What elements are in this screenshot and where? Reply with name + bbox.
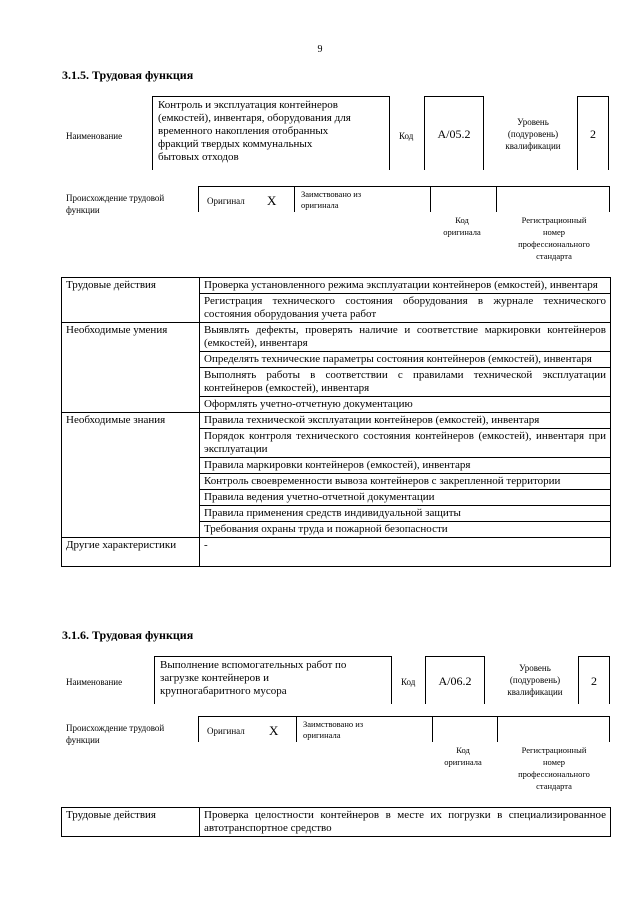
- name-line: бытовых отходов: [158, 151, 239, 163]
- row-item: Правила ведения учетно-отчетной документации: [200, 490, 611, 506]
- code-original-line: Код: [456, 745, 470, 755]
- table-row: [62, 808, 611, 837]
- registration-line: Регистрационный: [521, 215, 587, 225]
- row-item: Правила применения средств индивидуальной защиты: [200, 506, 611, 522]
- registration-label: [498, 744, 610, 792]
- row-item: Регистрация технического состояния оборудования в журнале технического состояния оборудования учета работ: [200, 294, 611, 323]
- table-row: [62, 323, 611, 352]
- function-name-box: [154, 656, 392, 704]
- row-item: -: [200, 538, 611, 567]
- section-heading: 3.1.5. Трудовая функция: [62, 68, 194, 82]
- name-line: крупногабаритного мусора: [160, 685, 287, 697]
- row-label: Необходимые умения: [62, 323, 200, 413]
- origin-row: [198, 186, 610, 212]
- level-label-line: (подуровень): [509, 675, 561, 685]
- table-row: [62, 278, 611, 294]
- name-line: временного накопления отобранных: [158, 125, 329, 137]
- row-label: Трудовые действия: [62, 808, 200, 837]
- original-mark: X: [269, 723, 279, 738]
- page-number: 9: [317, 44, 323, 55]
- name-line: фракций твердых коммунальных: [158, 138, 313, 150]
- registration-label: [498, 214, 610, 262]
- registration-line: профессионального: [518, 239, 590, 249]
- table-row: [62, 413, 611, 429]
- level-value: 2: [578, 656, 610, 704]
- code-original-line: Код: [455, 215, 469, 225]
- name-line: Выполнение вспомогательных работ по: [160, 659, 347, 671]
- section-heading: 3.1.6. Трудовая функция: [62, 628, 194, 642]
- level-label-line: (подуровень): [507, 129, 559, 139]
- borrowed-line: оригинала: [301, 200, 339, 210]
- name-line: (емкостей), инвентаря, оборудования для: [158, 112, 351, 124]
- row-item: Определять технические параметры состояния контейнеров (емкостей), инвентаря: [200, 352, 611, 368]
- origin-label-line: функции: [66, 205, 100, 215]
- row-item: Выполнять работы в соответствии с правилами технической эксплуатации контейнеров (емкостей), инвентаря: [200, 368, 611, 397]
- level-label-line: квалификации: [507, 687, 563, 697]
- borrowed-label: [301, 189, 361, 211]
- row-item: Порядок контроля технического состояния контейнеров (емкостей), инвентаря при эксплуатации: [200, 429, 611, 458]
- level-label-line: Уровень: [519, 663, 551, 673]
- name-label: Наименование: [66, 677, 123, 687]
- level-label-line: Уровень: [517, 117, 549, 127]
- row-item: Правила маркировки контейнеров (емкостей), инвентаря: [200, 458, 611, 474]
- function-table: [61, 277, 611, 567]
- code-value: А/06.2: [425, 656, 485, 704]
- code-original-label: [430, 214, 494, 238]
- level-label-line: квалификации: [505, 141, 561, 151]
- registration-line: стандарта: [536, 781, 572, 791]
- borrowed-line: Заимствовано из: [301, 189, 362, 199]
- original-label: Оригинал: [207, 726, 245, 736]
- origin-label: [66, 722, 164, 746]
- row-item: Контроль своевременности вывоза контейнеров с закрепленной территории: [200, 474, 611, 490]
- code-value: А/05.2: [424, 96, 484, 170]
- registration-line: Регистрационный: [521, 745, 587, 755]
- row-item: Проверка установленного режима эксплуатации контейнеров (емкостей), инвентаря: [200, 278, 611, 294]
- row-item: Выявлять дефекты, проверять наличие и соответствие маркировки контейнеров (емкостей), инвентаря: [200, 323, 611, 352]
- origin-label-line: функции: [66, 735, 100, 745]
- registration-line: номер: [542, 757, 566, 767]
- row-label: Другие характеристики: [62, 538, 200, 567]
- borrowed-label: [303, 719, 363, 741]
- name-line: загрузке контейнеров и: [160, 672, 269, 684]
- origin-label: [66, 192, 164, 216]
- row-item: Оформлять учетно-отчетную документацию: [200, 397, 611, 413]
- row-label: Необходимые знания: [62, 413, 200, 538]
- row-item: Проверка целостности контейнеров в месте их погрузки в специализированное автотранспортное средство: [200, 808, 611, 837]
- code-original-line: оригинала: [443, 227, 481, 237]
- level-label: [494, 662, 576, 698]
- borrowed-line: оригинала: [303, 730, 341, 740]
- function-name-box: [152, 96, 390, 170]
- row-label: Трудовые действия: [62, 278, 200, 323]
- registration-line: номер: [542, 227, 566, 237]
- code-original-line: оригинала: [444, 757, 482, 767]
- level-label: [492, 116, 574, 152]
- registration-line: профессионального: [518, 769, 590, 779]
- registration-line: стандарта: [536, 251, 572, 261]
- original-mark: X: [267, 193, 277, 208]
- code-label: Код: [401, 677, 416, 687]
- name-label: Наименование: [66, 131, 123, 141]
- origin-label-line: Происхождение трудовой: [66, 193, 165, 203]
- level-value: 2: [577, 96, 609, 170]
- table-row: [62, 538, 611, 567]
- name-line: Контроль и эксплуатация контейнеров: [158, 99, 338, 111]
- row-item: Требования охраны труда и пожарной безопасности: [200, 522, 611, 538]
- row-item: Правила технической эксплуатации контейнеров (емкостей), инвентаря: [200, 413, 611, 429]
- origin-row: [198, 716, 610, 742]
- code-label: Код: [399, 131, 414, 141]
- origin-label-line: Происхождение трудовой: [66, 723, 165, 733]
- original-label: Оригинал: [207, 196, 245, 206]
- borrowed-line: Заимствовано из: [303, 719, 364, 729]
- code-original-label: [431, 744, 495, 768]
- function-table: [61, 807, 611, 837]
